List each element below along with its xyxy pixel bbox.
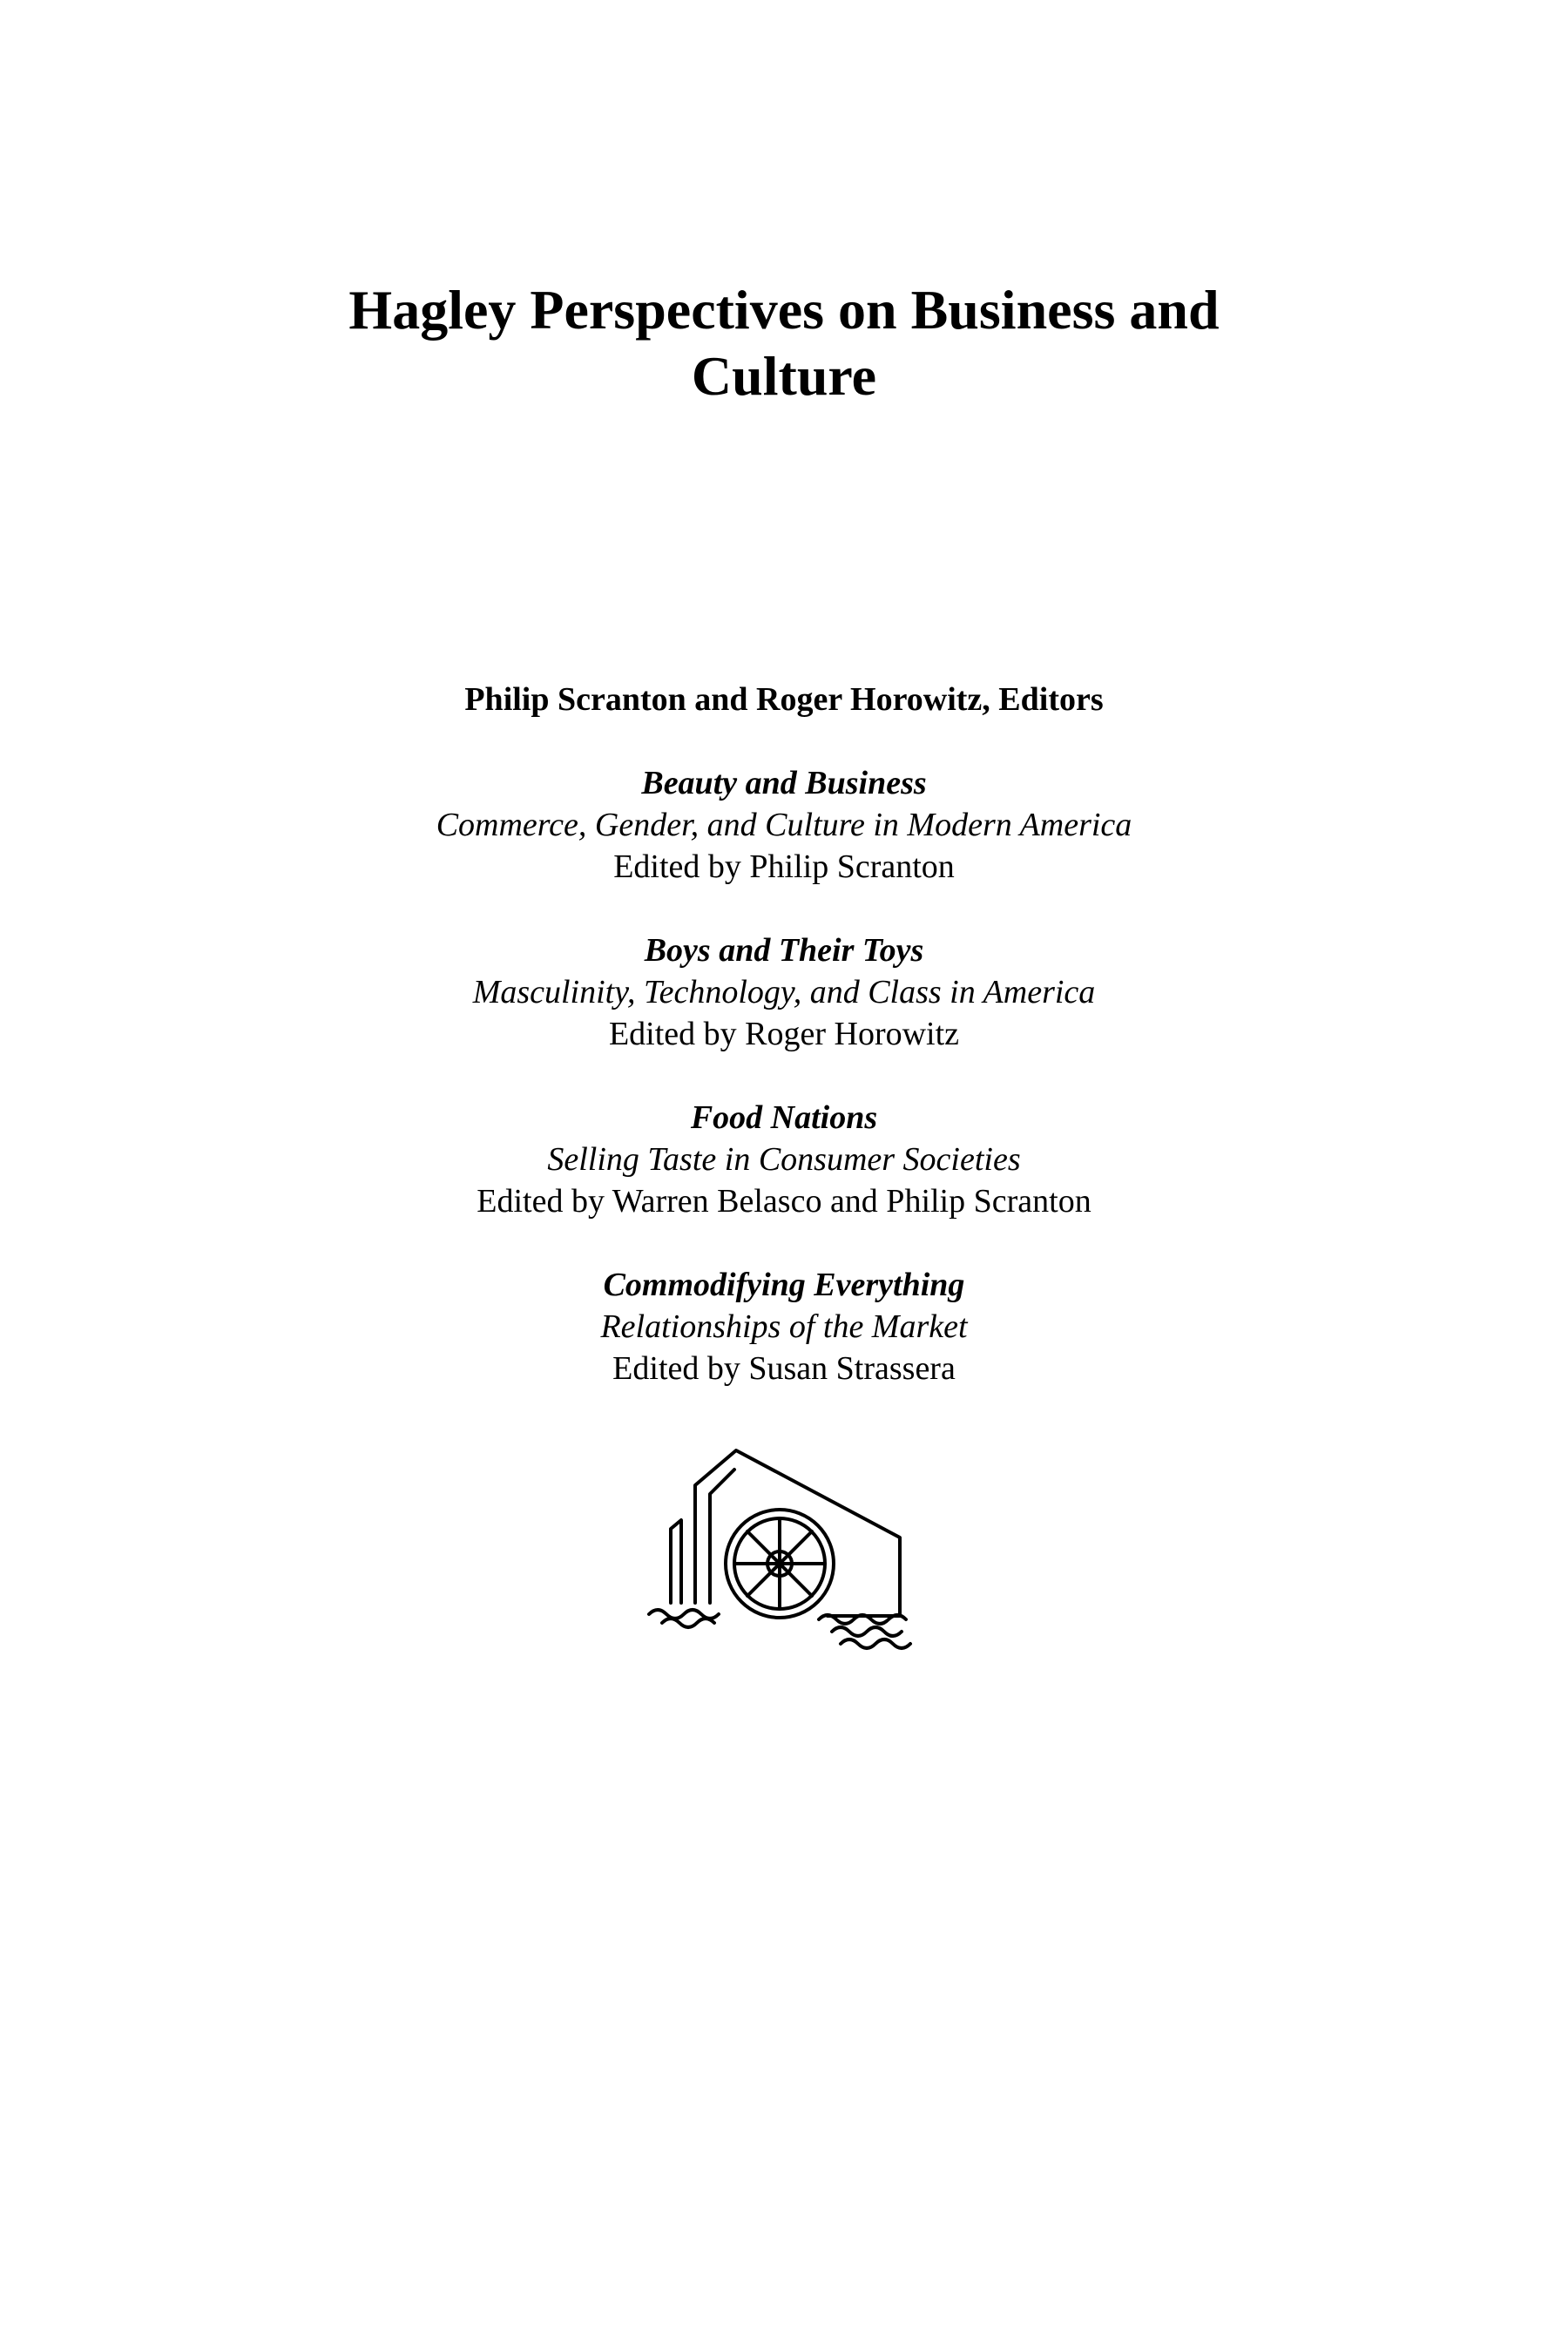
waterwheel-mill-icon (645, 1442, 932, 1651)
book-editor: Edited by Susan Strassera (612, 1350, 956, 1387)
series-title-line-2: Culture (691, 345, 877, 407)
book-subtitle: Relationships of the Market (600, 1308, 968, 1345)
book-editor: Edited by Philip Scranton (613, 848, 955, 885)
book-subtitle: Selling Taste in Consumer Societies (547, 1141, 1021, 1178)
book-subtitle: Commerce, Gender, and Culture in Modern America (436, 807, 1132, 843)
series-editors: Philip Scranton and Roger Horowitz, Editors (464, 681, 1104, 718)
series-title-line-1: Hagley Perspectives on Business and (348, 279, 1220, 341)
book-entry (261, 929, 1307, 1055)
book-title: Beauty and Business (641, 765, 927, 801)
book-subtitle: Masculinity, Technology, and Class in America (472, 974, 1096, 1010)
book-entry (261, 1264, 1307, 1389)
book-entry (261, 1097, 1307, 1222)
book-editor: Edited by Warren Belasco and Philip Scranton (476, 1183, 1092, 1220)
book-title: Commodifying Everything (603, 1267, 965, 1303)
book-title: Boys and Their Toys (644, 932, 924, 969)
book-list (261, 762, 1307, 1431)
series-title (261, 277, 1307, 409)
book-editor: Edited by Roger Horowitz (608, 1016, 960, 1052)
book-entry (261, 762, 1307, 888)
book-title: Food Nations (690, 1099, 878, 1136)
